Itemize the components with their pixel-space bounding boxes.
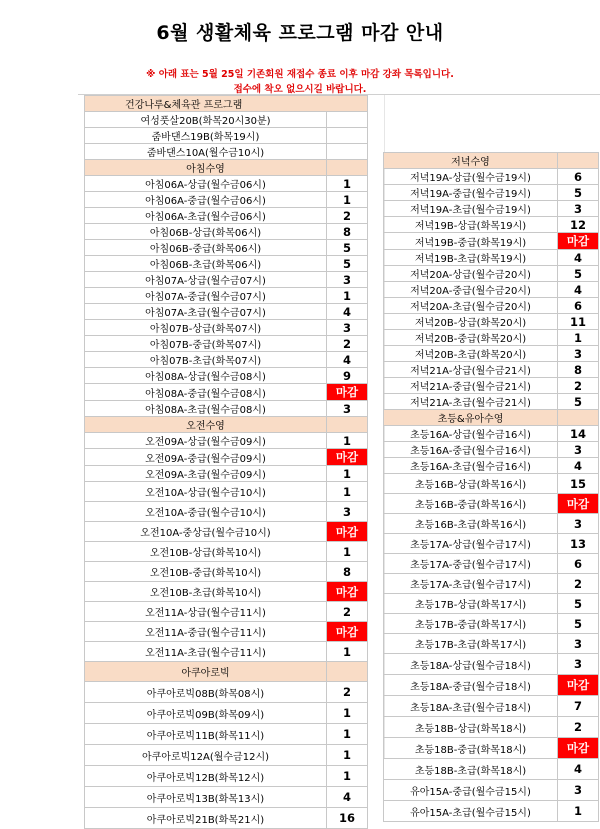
section-header-row <box>85 662 368 682</box>
program-name: 아침06B-중급(화목06시) <box>85 240 327 256</box>
program-name: 아쿠아로빅09B(화목09시) <box>85 703 327 724</box>
program-name: 저녁20B-초급(화목20시) <box>384 346 558 362</box>
program-name: 오전11A-초급(월수금11시) <box>85 642 327 662</box>
remaining-count: 7 <box>558 696 599 717</box>
program-name: 초등17A-중급(월수금17시) <box>384 554 558 574</box>
program-name: 줌바댄스19B(화목19시) <box>85 128 327 144</box>
table-row <box>85 724 368 745</box>
program-name: 유아15A-중급(월수금15시) <box>384 780 558 801</box>
program-name: 저녁20A-중급(월수금20시) <box>384 282 558 298</box>
section-header: 아침수영 <box>85 160 327 176</box>
remaining-count: 6 <box>558 554 599 574</box>
table-row <box>85 368 368 384</box>
remaining-count: 5 <box>558 594 599 614</box>
remaining-count: 8 <box>327 562 368 582</box>
notice-line: ※ 아래 표는 5월 25일 기존회원 재접수 종료 이후 마감 강좌 목록입니다. <box>146 69 454 80</box>
table-row <box>85 582 368 602</box>
table-row <box>384 314 599 330</box>
table-row <box>384 614 599 634</box>
table-row <box>85 384 368 401</box>
table-row <box>85 449 368 466</box>
remaining-count: 1 <box>327 433 368 449</box>
table-row <box>384 378 599 394</box>
remaining-count: 3 <box>327 272 368 288</box>
table-row <box>85 808 368 829</box>
table-row <box>384 594 599 614</box>
section-header-row <box>85 417 368 433</box>
closed-badge: 마감 <box>327 582 368 602</box>
section-header: 아쿠아로빅 <box>85 662 327 682</box>
table-row <box>85 703 368 724</box>
table-row <box>384 696 599 717</box>
table-row <box>384 514 599 534</box>
section-header: 초등&유아수영 <box>384 410 558 426</box>
closed-badge: 마감 <box>327 449 368 466</box>
table-row <box>384 738 599 759</box>
table-row <box>384 717 599 738</box>
program-name: 초등16B-상급(화목16시) <box>384 474 558 494</box>
notice-line: 접수에 착오 없으시길 바랍니다. <box>233 84 367 95</box>
remaining-count: 1 <box>558 330 599 346</box>
closed-badge: 마감 <box>327 522 368 542</box>
remaining-count: 13 <box>558 534 599 554</box>
program-name: 오전10B-중급(화목10시) <box>85 562 327 582</box>
remaining-count: 4 <box>558 282 599 298</box>
program-name: 저녁19B-초급(화목19시) <box>384 250 558 266</box>
remaining-count: 1 <box>327 542 368 562</box>
remaining-count: 3 <box>558 514 599 534</box>
section-header-spacer <box>327 160 368 176</box>
table-row <box>384 494 599 514</box>
table-row <box>384 554 599 574</box>
program-name: 저녁19A-상급(월수금19시) <box>384 169 558 185</box>
remaining-count: 5 <box>558 185 599 201</box>
table-row <box>85 272 368 288</box>
remaining-count: 8 <box>558 362 599 378</box>
table-row <box>85 176 368 192</box>
program-name: 아침06A-상급(월수금06시) <box>85 176 327 192</box>
program-name: 아침07B-초급(화목07시) <box>85 352 327 368</box>
program-name: 아침07B-상급(화목07시) <box>85 320 327 336</box>
table-row <box>384 346 599 362</box>
remaining-count: 5 <box>327 240 368 256</box>
program-name: 초등16A-상급(월수금16시) <box>384 426 558 442</box>
table-row <box>85 224 368 240</box>
program-name: 초등17B-초급(화목17시) <box>384 634 558 654</box>
section-header-row <box>85 160 368 176</box>
closed-badge: 마감 <box>558 233 599 250</box>
remaining-count: 1 <box>327 482 368 502</box>
program-name: 저녁19B-중급(화목19시) <box>384 233 558 250</box>
table-row <box>384 217 599 233</box>
program-name: 아침07A-초급(월수금07시) <box>85 304 327 320</box>
center-header-row <box>85 96 368 112</box>
remaining-count: 6 <box>558 298 599 314</box>
table-row <box>85 682 368 703</box>
program-name: 저녁21A-상급(월수금21시) <box>384 362 558 378</box>
program-name: 아침07A-상급(월수금07시) <box>85 272 327 288</box>
remaining-count: 3 <box>327 320 368 336</box>
program-name: 오전11A-상급(월수금11시) <box>85 602 327 622</box>
table-row <box>85 128 368 144</box>
remaining-count: 1 <box>327 288 368 304</box>
remaining-count: 1 <box>327 703 368 724</box>
remaining-count: 16 <box>327 808 368 829</box>
table-row <box>85 144 368 160</box>
table-row <box>384 534 599 554</box>
program-name: 오전10A-중급(월수금10시) <box>85 502 327 522</box>
table-row <box>384 442 599 458</box>
table-row <box>85 433 368 449</box>
remaining-count: 3 <box>327 401 368 417</box>
remaining-count: 3 <box>558 634 599 654</box>
program-name: 오전10A-중상급(월수금10시) <box>85 522 327 542</box>
empty-cell <box>327 128 368 144</box>
program-name: 줌바댄스10A(월수금10시) <box>85 144 327 160</box>
program-name: 아침08A-중급(월수금08시) <box>85 384 327 401</box>
closed-badge: 마감 <box>327 622 368 642</box>
table-row <box>384 474 599 494</box>
remaining-count: 14 <box>558 426 599 442</box>
remaining-count: 5 <box>558 266 599 282</box>
program-name: 아침08A-초급(월수금08시) <box>85 401 327 417</box>
remaining-count: 9 <box>327 368 368 384</box>
program-name: 저녁20B-중급(화목20시) <box>384 330 558 346</box>
program-name: 오전09A-중급(월수금09시) <box>85 449 327 466</box>
program-name: 초등16B-중급(화목16시) <box>384 494 558 514</box>
remaining-count: 4 <box>327 304 368 320</box>
table-row <box>384 201 599 217</box>
program-name: 저녁20A-초급(월수금20시) <box>384 298 558 314</box>
program-name: 아쿠아로빅13B(화목13시) <box>85 787 327 808</box>
program-name: 아쿠아로빅11B(화목11시) <box>85 724 327 745</box>
remaining-count: 1 <box>327 192 368 208</box>
table-row <box>85 562 368 582</box>
remaining-count: 1 <box>327 745 368 766</box>
remaining-count: 1 <box>327 642 368 662</box>
remaining-count: 5 <box>327 256 368 272</box>
table-row <box>384 233 599 250</box>
page-title: 6월 생활체육 프로그램 마감 안내 <box>156 22 444 44</box>
center-program-header: 건강나루&체육관 프로그램 <box>85 96 368 112</box>
remaining-count: 1 <box>327 766 368 787</box>
table-row <box>384 250 599 266</box>
table-row <box>85 602 368 622</box>
program-name: 아침06B-초급(화목06시) <box>85 256 327 272</box>
table-row <box>384 780 599 801</box>
program-name: 아침06A-초급(월수금06시) <box>85 208 327 224</box>
table-row <box>384 654 599 675</box>
program-name: 초등18B-상급(화목18시) <box>384 717 558 738</box>
remaining-count: 3 <box>558 654 599 675</box>
remaining-count: 3 <box>558 346 599 362</box>
program-name: 저녁19A-중급(월수금19시) <box>384 185 558 201</box>
table-row <box>384 298 599 314</box>
table-row <box>384 362 599 378</box>
remaining-count: 2 <box>558 574 599 594</box>
program-name: 초등17A-상급(월수금17시) <box>384 534 558 554</box>
remaining-count: 3 <box>558 442 599 458</box>
table-row <box>384 169 599 185</box>
remaining-count: 4 <box>558 250 599 266</box>
remaining-count: 2 <box>558 717 599 738</box>
remaining-count: 2 <box>327 602 368 622</box>
empty-cell <box>327 144 368 160</box>
remaining-count: 3 <box>558 780 599 801</box>
table-row <box>85 352 368 368</box>
program-name: 아침08A-상급(월수금08시) <box>85 368 327 384</box>
left-schedule-table <box>84 95 368 829</box>
table-row <box>85 766 368 787</box>
section-header: 저녁수영 <box>384 153 558 169</box>
table-row <box>384 426 599 442</box>
table-row <box>85 401 368 417</box>
program-name: 아쿠아로빅12B(화목12시) <box>85 766 327 787</box>
program-name: 오전11A-중급(월수금11시) <box>85 622 327 642</box>
program-name: 오전09A-상급(월수금09시) <box>85 433 327 449</box>
table-row <box>85 304 368 320</box>
right-schedule-table <box>383 152 599 822</box>
section-header: 오전수영 <box>85 417 327 433</box>
program-name: 오전10B-초급(화목10시) <box>85 582 327 602</box>
table-row <box>85 542 368 562</box>
remaining-count: 3 <box>327 502 368 522</box>
program-name: 오전10B-상급(화목10시) <box>85 542 327 562</box>
table-row <box>384 185 599 201</box>
remaining-count: 1 <box>327 176 368 192</box>
program-name: 초등18A-중급(월수금18시) <box>384 675 558 696</box>
program-name: 초등18A-초급(월수금18시) <box>384 696 558 717</box>
program-name: 아침07B-중급(화목07시) <box>85 336 327 352</box>
remaining-count: 2 <box>558 378 599 394</box>
empty-cell <box>327 112 368 128</box>
program-name: 아쿠아로빅08B(화목08시) <box>85 682 327 703</box>
remaining-count: 4 <box>327 352 368 368</box>
table-row <box>85 787 368 808</box>
program-name: 아침06B-상급(화목06시) <box>85 224 327 240</box>
section-header-spacer <box>327 662 368 682</box>
remaining-count: 4 <box>558 458 599 474</box>
remaining-count: 1 <box>558 801 599 822</box>
closed-badge: 마감 <box>327 384 368 401</box>
table-row <box>384 574 599 594</box>
table-row <box>384 675 599 696</box>
remaining-count: 1 <box>327 466 368 482</box>
program-name: 저녁20B-상급(화목20시) <box>384 314 558 330</box>
table-row <box>384 282 599 298</box>
program-name: 여성풋살20B(화목20시30분) <box>85 112 327 128</box>
remaining-count: 3 <box>558 201 599 217</box>
section-header-spacer <box>558 153 599 169</box>
remaining-count: 8 <box>327 224 368 240</box>
program-name: 아침07A-중급(월수금07시) <box>85 288 327 304</box>
table-row <box>85 288 368 304</box>
program-name: 저녁19A-초급(월수금19시) <box>384 201 558 217</box>
program-name: 저녁21A-중급(월수금21시) <box>384 378 558 394</box>
table-row <box>85 256 368 272</box>
remaining-count: 1 <box>327 724 368 745</box>
program-name: 초등16A-중급(월수금16시) <box>384 442 558 458</box>
table-row <box>384 801 599 822</box>
table-row <box>85 192 368 208</box>
closed-badge: 마감 <box>558 738 599 759</box>
remaining-count: 4 <box>327 787 368 808</box>
program-name: 오전10A-상급(월수금10시) <box>85 482 327 502</box>
closed-badge: 마감 <box>558 675 599 696</box>
table-row <box>85 336 368 352</box>
program-name: 초등18B-초급(화목18시) <box>384 759 558 780</box>
program-name: 초등16B-초급(화목16시) <box>384 514 558 534</box>
remaining-count: 12 <box>558 217 599 233</box>
table-row <box>85 112 368 128</box>
remaining-count: 6 <box>558 169 599 185</box>
table-row <box>384 330 599 346</box>
table-row <box>85 320 368 336</box>
table-row <box>85 466 368 482</box>
program-name: 아침06A-중급(월수금06시) <box>85 192 327 208</box>
table-row <box>384 634 599 654</box>
table-row <box>384 759 599 780</box>
program-name: 아쿠아로빅12A(월수금12시) <box>85 745 327 766</box>
remaining-count: 2 <box>327 682 368 703</box>
table-row <box>85 482 368 502</box>
section-header-row <box>384 153 599 169</box>
table-row <box>85 502 368 522</box>
remaining-count: 5 <box>558 394 599 410</box>
section-header-spacer <box>558 410 599 426</box>
program-name: 초등17B-상급(화목17시) <box>384 594 558 614</box>
remaining-count: 15 <box>558 474 599 494</box>
program-name: 저녁21A-초급(월수금21시) <box>384 394 558 410</box>
table-row <box>85 240 368 256</box>
remaining-count: 5 <box>558 614 599 634</box>
table-row <box>85 745 368 766</box>
section-header-spacer <box>327 417 368 433</box>
remaining-count: 2 <box>327 336 368 352</box>
section-header-row <box>384 410 599 426</box>
program-name: 저녁20A-상급(월수금20시) <box>384 266 558 282</box>
remaining-count: 2 <box>327 208 368 224</box>
program-name: 초등17B-중급(화목17시) <box>384 614 558 634</box>
program-name: 초등18A-상급(월수금18시) <box>384 654 558 675</box>
program-name: 유아15A-초급(월수금15시) <box>384 801 558 822</box>
table-row <box>85 622 368 642</box>
table-row <box>85 208 368 224</box>
table-row <box>384 394 599 410</box>
program-name: 초등18B-중급(화목18시) <box>384 738 558 759</box>
remaining-count: 11 <box>558 314 599 330</box>
closed-badge: 마감 <box>558 494 599 514</box>
program-name: 아쿠아로빅21B(화목21시) <box>85 808 327 829</box>
program-name: 초등17A-초급(월수금17시) <box>384 574 558 594</box>
table-row <box>384 458 599 474</box>
table-row <box>384 266 599 282</box>
program-name: 저녁19B-상급(화목19시) <box>384 217 558 233</box>
program-name: 오전09A-초급(월수금09시) <box>85 466 327 482</box>
remaining-count: 4 <box>558 759 599 780</box>
table-row <box>85 522 368 542</box>
program-name: 초등16A-초급(월수금16시) <box>384 458 558 474</box>
table-row <box>85 642 368 662</box>
